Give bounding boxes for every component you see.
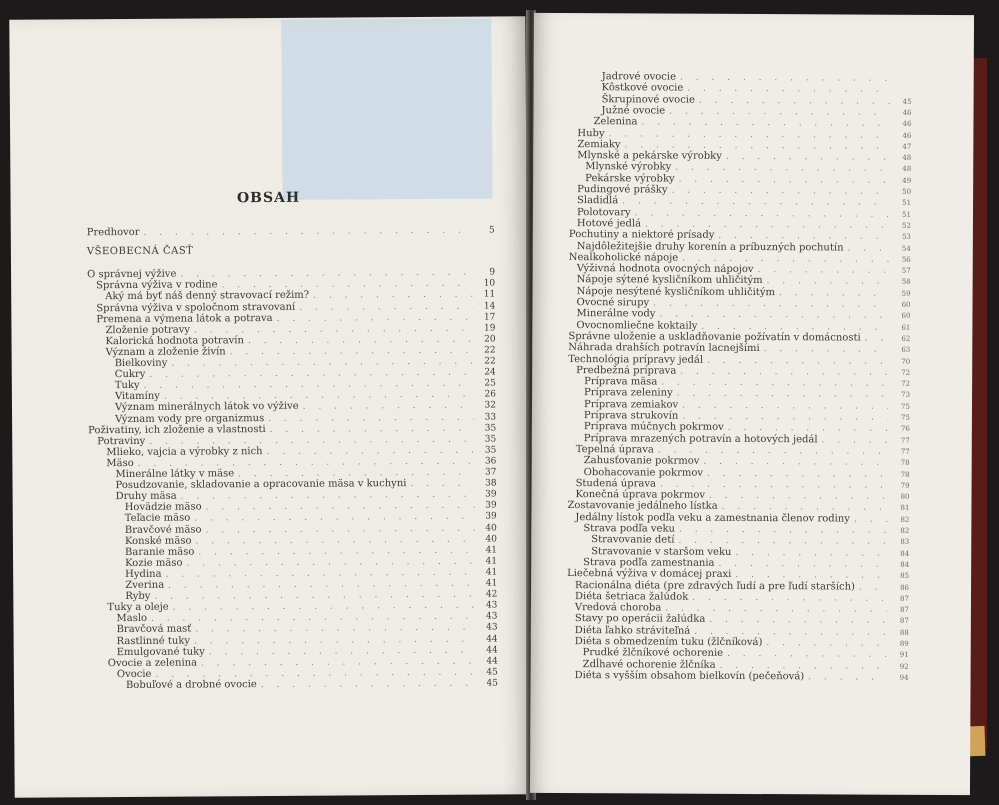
right-page <box>530 13 974 795</box>
toc-entry-page: 75 <box>900 413 910 422</box>
toc-entry-page: 33 <box>484 411 497 423</box>
toc-entry-page: 43 <box>486 622 498 633</box>
toc-entry-page: 50 <box>902 187 912 196</box>
toc-entry-page: 45 <box>486 678 498 689</box>
toc-entry-label: Cukry <box>114 368 146 381</box>
toc-entry-page: 72 <box>901 368 911 377</box>
toc-entry-page: 47 <box>902 142 912 151</box>
toc-entry <box>87 244 495 259</box>
toc-entry-label: Baranie mäso <box>124 546 195 558</box>
toc-entry-label: Teľacie mäso <box>124 512 191 525</box>
toc-entry-label: Správne uloženie a uskladňovanie požívatín v domácnosti <box>568 330 861 344</box>
toc-entry-page: 43 <box>485 611 498 622</box>
toc-entry-label: Význam a zloženie živín <box>105 346 226 359</box>
toc-entry-page: 85 <box>900 571 910 581</box>
toc-entry-page: 11 <box>483 289 496 300</box>
toc-entry-page: 38 <box>485 478 497 489</box>
toc-entry-page: 88 <box>899 628 909 637</box>
toc-entry-label: Kôstkové ovocie <box>601 82 684 94</box>
toc-entry-label: VŠEOBECNÁ ČASŤ <box>86 245 194 258</box>
toc-entry-page: 76 <box>900 425 910 434</box>
toc-entry-page: 14 <box>483 300 496 312</box>
toc-entry-label: Príprava mrazených potravín a hotových jedál <box>583 432 818 445</box>
toc-entry <box>87 224 495 239</box>
toc-entry-label: Tepelná úprava <box>575 443 654 456</box>
toc-entry-page: 32 <box>484 400 497 411</box>
toc-entry-label: Premena a výmena látok a potrava <box>96 312 273 325</box>
toc-entry-label: Bravčová masť <box>116 623 192 636</box>
toc-entry-page: 41 <box>485 556 498 567</box>
toc-entry-label: Príprava zeleniny <box>584 387 673 399</box>
toc-entry-page: 17 <box>483 312 496 323</box>
toc-entry-page: 41 <box>485 578 498 589</box>
toc-entry-label: Správna výživa v rodine <box>96 279 218 292</box>
dot-leader <box>808 671 886 683</box>
toc-entry-page: 70 <box>901 357 911 366</box>
toc-entry-label: Hydina <box>125 568 162 580</box>
toc-entry-page: 86 <box>900 583 910 592</box>
toc-entry-label: Mlynské výrobky <box>585 161 672 173</box>
toc-entry-label: Zahusťovanie pokrmov <box>583 455 700 467</box>
toc-entry-label: Liečebná výživa v domácej praxi <box>567 568 732 581</box>
toc-entry-page: 51 <box>902 199 912 208</box>
toc-entry-page: 75 <box>901 402 911 411</box>
toc-entry-label: Studená úprava <box>575 477 657 490</box>
toc-entry-label: Druhy mäsa <box>115 490 177 503</box>
toc-entry-page: 43 <box>485 600 498 611</box>
toc-entry-label: Strava podľa zamestnania <box>583 557 715 569</box>
toc-entry-label: Hotové jedlá <box>576 217 642 230</box>
toc-entry-page: 39 <box>485 489 497 500</box>
toc-entry-page: 39 <box>485 500 497 511</box>
toc-entry-label: Význam minerálnych látok vo výžive <box>114 401 299 414</box>
toc-entry-page: 87 <box>899 617 909 626</box>
toc-entry-page: 39 <box>485 511 497 522</box>
toc-entry <box>575 670 909 684</box>
toc-entry-page: 61 <box>901 323 911 332</box>
toc-entry-page: 77 <box>900 436 910 445</box>
toc-entry-label: Stavy po operácii žalúdka <box>574 613 706 626</box>
toc-entry-page: 73 <box>901 391 911 400</box>
toc-entry-page: 48 <box>902 165 912 174</box>
toc-entry-label: Konečná úprava pokrmov <box>575 489 706 501</box>
toc-entry-label: Ryby <box>125 590 151 603</box>
toc-entry-label: Nápoje nesýtené kysličníkom uhličitým <box>576 285 776 298</box>
toc-entry-label: Aký má byť náš denný stravovací režim? <box>105 290 310 303</box>
toc-entry <box>126 677 498 692</box>
dot-leader <box>143 225 472 239</box>
toc-entry-page: 82 <box>900 526 910 535</box>
toc-entry-page: 79 <box>900 481 910 490</box>
toc-entry-page: 89 <box>899 639 909 648</box>
toc-entry-label: Obohacovanie pokrmov <box>583 466 704 479</box>
toc-entry-page: 10 <box>483 278 496 289</box>
toc-entry-page: 44 <box>486 656 498 667</box>
toc-entry-page: 45 <box>902 97 912 106</box>
toc-entry-label: Zelenina <box>593 116 638 128</box>
toc-entry-page: 26 <box>484 389 496 400</box>
toc-entry-label: Zostavovanie jedálneho lístka <box>567 500 718 513</box>
toc-entry-label: Mlynské a pekárske výrobky <box>577 150 722 162</box>
toc-entry-label: Pochutiny a niektoré prísady <box>568 229 715 241</box>
toc-entry-label: Najdôležitejšie druhy korenín a príbuzných pochutín <box>576 240 844 253</box>
toc-entry-page: 19 <box>483 323 496 334</box>
toc-entry-page: 9 <box>489 267 496 278</box>
toc-entry-label: Hovädzie mäso <box>124 501 202 514</box>
toc-entry-label: Ovocné sirupy <box>576 297 650 309</box>
toc-entry-page: 22 <box>484 356 496 367</box>
toc-entry-label: Nealkoholické nápoje <box>568 251 679 264</box>
toc-entry-page: 82 <box>900 515 910 524</box>
toc-entry-page: 48 <box>902 153 912 162</box>
toc-entry-label: Minerálne vody <box>576 308 656 320</box>
toc-entry-label: Sladidlá <box>577 195 619 207</box>
toc-entry-page: 54 <box>901 244 911 253</box>
toc-entry-page: 46 <box>902 131 912 140</box>
toc-entry-label: Príprava mäsa <box>584 376 658 388</box>
toc-entry-page: 37 <box>484 467 497 478</box>
toc-entry-label: Predhovor <box>86 226 140 239</box>
toc-entry-page: 24 <box>484 367 496 378</box>
toc-entry-label: Ovocie a zelenina <box>107 657 198 669</box>
toc-entry-label: Polotovary <box>576 206 631 218</box>
toc-entry-page: 94 <box>899 673 909 682</box>
toc-entry-label: Strava podľa veku <box>583 523 676 535</box>
toc-entry-page: 60 <box>901 312 911 321</box>
toc-entry-page: 63 <box>901 345 911 355</box>
toc-entry-page: 72 <box>901 379 911 388</box>
toc-entry-label: Diéta s obmedzením tuku (žlčníková) <box>574 636 763 649</box>
toc-entry-label: O správnej výžive <box>87 268 177 281</box>
toc-entry-page: 84 <box>900 560 910 569</box>
toc-entry-label: Náhrada drahších potravín lacnejšími <box>568 342 760 355</box>
toc-entry-page: 46 <box>902 108 912 117</box>
toc-entry-label: Vredová choroba <box>574 602 662 614</box>
toc-entry-label: Jedálny lístok podľa veku a zamestnania členov rodiny <box>575 511 851 525</box>
toc-entry-label: Ovocie <box>116 668 152 680</box>
toc-entry-label: Výživná hodnota ovocných nápojov <box>576 263 754 276</box>
toc-entry-label: Bielkoviny <box>114 357 168 370</box>
toc-entry-page: 83 <box>900 538 910 547</box>
toc-entry-label: Mlieko, vajcia a výrobky z nich <box>106 445 263 458</box>
toc-entry-page: 78 <box>900 470 910 479</box>
dot-leader <box>865 332 889 344</box>
toc-entry-label: Tuky <box>114 380 140 392</box>
toc-right <box>530 13 974 795</box>
toc-entry-page: 35 <box>484 445 497 456</box>
toc-entry-label: Stravovanie detí <box>591 534 675 546</box>
toc-entry-page: 59 <box>901 289 911 298</box>
toc-entry-label: Bravčové mäso <box>124 523 202 536</box>
toc-entry-label: Južné ovocie <box>601 105 666 117</box>
toc-entry-label: Prudké žlčníkové ochorenie <box>582 647 724 660</box>
toc-entry-page: 87 <box>899 605 909 614</box>
toc-entry-label: Príprava zemiakov <box>583 398 679 411</box>
toc-entry-page: 45 <box>486 667 498 678</box>
toc-entry-label: Zdĺhavé ochorenie žlčníka <box>582 658 716 671</box>
toc-entry-label: Jadrové ovocie <box>601 71 677 83</box>
toc-entry-page: 36 <box>484 456 497 467</box>
toc-entry-label: Minerálne látky v mäse <box>115 468 235 481</box>
page-title: OBSAH <box>236 189 301 207</box>
toc-entry-page: 22 <box>484 345 496 356</box>
toc-entry-label: Diéta šetriaca žalúdok <box>574 590 689 603</box>
toc-entry-page: 87 <box>900 594 910 603</box>
toc-entry-label: Pudingové prášky <box>577 184 668 196</box>
toc-entry-page: 77 <box>900 447 910 456</box>
toc-entry-label: Huby <box>577 127 605 139</box>
toc-entry-page: 41 <box>485 567 498 578</box>
toc-entry-page: 44 <box>486 633 498 644</box>
toc-entry-page: 80 <box>900 492 910 501</box>
toc-entry-label: Škrupinové ovocie <box>601 93 695 106</box>
toc-entry-label: Správna výživa v spoločnom stravovaní <box>96 301 296 314</box>
toc-entry-label: Význam vody pre organizmus <box>115 412 265 425</box>
toc-entry-page: 42 <box>485 589 498 600</box>
toc-left <box>9 16 530 798</box>
toc-entry-page: 53 <box>901 232 911 242</box>
toc-entry-label: Zloženie potravy <box>105 324 191 336</box>
toc-entry-label: Nápoje sýtené kysličníkom uhličitým <box>576 274 763 287</box>
toc-entry-label: Bobuľové a drobné ovocie <box>125 678 257 691</box>
toc-entry-label: Technológia prípravy jedál <box>568 353 704 366</box>
toc-entry-page: 40 <box>485 522 497 533</box>
toc-entry-page: 51 <box>902 210 912 219</box>
toc-entry-label: Posudzovanie, skladovanie a opracovanie mäsa v kuchyni <box>115 478 407 492</box>
toc-entry-label: Tuky a oleje <box>107 601 169 614</box>
toc-entry-label: Konské mäso <box>124 535 192 547</box>
toc-entry-page: 62 <box>901 334 911 343</box>
toc-entry-label: Pekárske výrobky <box>585 172 675 185</box>
toc-entry-label: Diéta ľahko stráviteľná <box>574 624 691 637</box>
toc-entry-page: 92 <box>899 662 909 671</box>
toc-entry-label: Kalorická hodnota potravín <box>105 334 244 347</box>
toc-entry-page: 52 <box>901 221 911 230</box>
toc-entry-page: 35 <box>484 434 497 445</box>
toc-entry-label: Príprava strukovín <box>583 410 679 422</box>
toc-entry-label: Poživatiny, ich zloženie a vlastnosti <box>88 423 266 436</box>
toc-entry-page: 81 <box>900 504 910 513</box>
toc-entry-label: Mäso <box>106 457 134 470</box>
toc-entry-page: 60 <box>901 300 911 309</box>
toc-entry-page: 5 <box>489 225 495 236</box>
toc-entry-label: Diéta s vyšším obsahom bielkovín (pečeňová) <box>574 669 805 683</box>
toc-entry-page: 35 <box>484 423 497 434</box>
toc-entry-page: 44 <box>486 645 498 656</box>
toc-entry-label: Predbežná príprava <box>576 364 677 377</box>
toc-entry-label: Kozie mäso <box>125 557 183 569</box>
dot-leader <box>261 677 476 691</box>
toc-entry-label: Stravovanie v staršom veku <box>591 545 732 558</box>
toc-entry-label: Emulgované tuky <box>116 646 205 658</box>
toc-entry-label: Rastlinné tuky <box>116 635 191 647</box>
toc-entry-page: 84 <box>900 549 910 558</box>
dot-leader <box>859 581 887 593</box>
toc-entry-page: 25 <box>484 378 496 389</box>
toc-entry-page: 78 <box>900 458 910 468</box>
toc-entry-label: Maslo <box>116 613 148 625</box>
toc-entry-label: Zverina <box>125 579 165 592</box>
toc-entry-label: Potraviny <box>97 435 146 447</box>
toc-entry-page: 40 <box>485 534 497 545</box>
toc-entry-label: Zemiaky <box>577 138 621 151</box>
toc-entry-page: 57 <box>901 266 911 275</box>
toc-entry-label: Príprava múčnych pokrmov <box>583 421 724 434</box>
toc-entry-label: Ovocnomliečne koktaily <box>576 319 698 332</box>
toc-entry-page: 46 <box>902 119 912 129</box>
toc-entry-page: 56 <box>901 255 911 264</box>
toc-entry-page: 58 <box>901 278 911 287</box>
toc-entry-page: 20 <box>484 334 496 345</box>
toc-entry-page: 41 <box>485 545 498 556</box>
toc-entry-page: 91 <box>899 651 909 660</box>
toc-entry-label: Racionálna diéta (pre zdravých ľudí a pre ľudí starších) <box>575 579 856 593</box>
toc-entry-page: 49 <box>902 176 912 185</box>
left-page <box>9 16 530 798</box>
toc-entry-label: Vitamíny <box>114 391 160 403</box>
